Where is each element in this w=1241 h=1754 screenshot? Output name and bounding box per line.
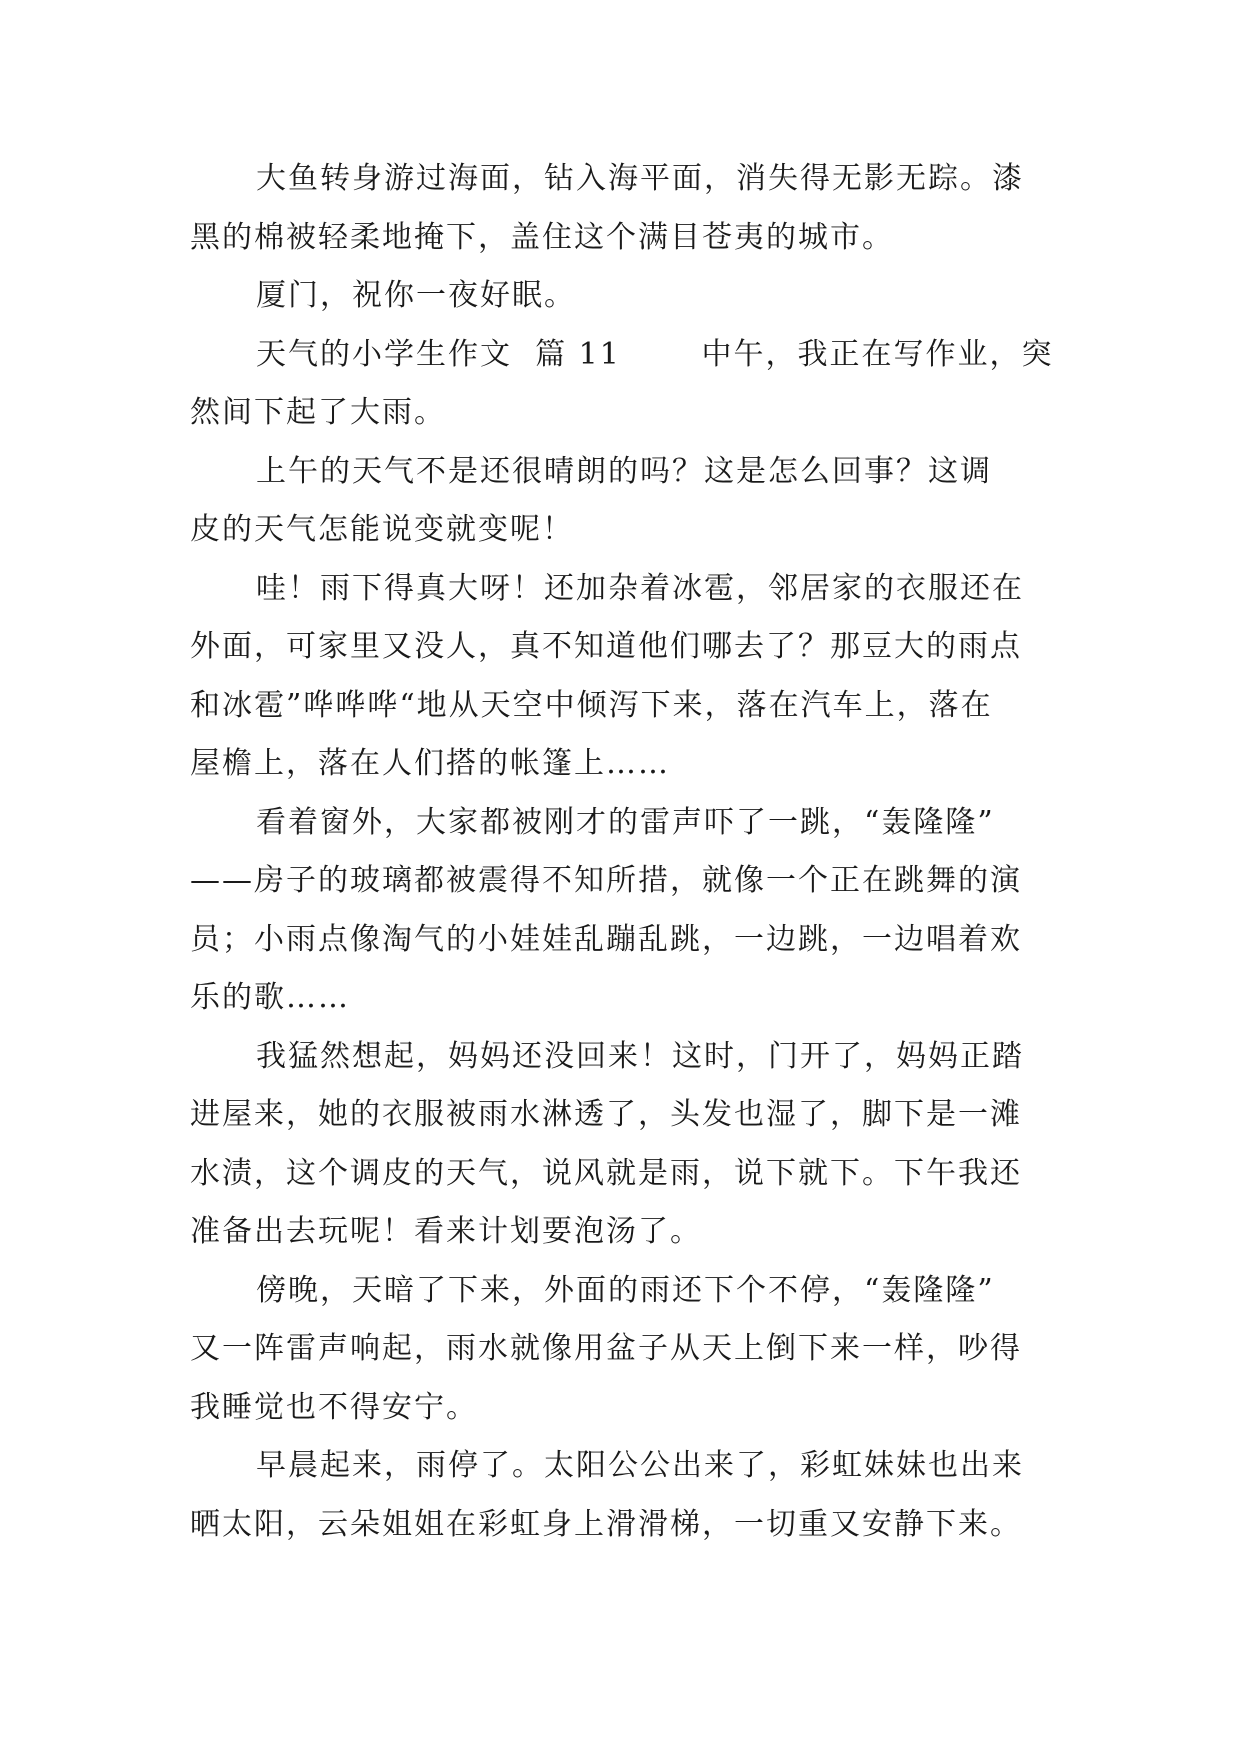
paragraph-7 xyxy=(190,1028,1070,1262)
text-line: 晒太阳，云朵姐姐在彩虹身上滑滑梯，一切重又安静下来。 xyxy=(190,1506,1022,1542)
text-line: 傍晚，天暗了下来，外面的雨还下个不停，“轰隆隆” xyxy=(256,1272,995,1308)
text-line: 又一阵雷声响起，雨水就像用盆子从天上倒下来一样，吵得 xyxy=(190,1331,1022,1366)
text-line: 屋檐上，落在人们搭的帐篷上…… xyxy=(190,746,670,781)
document-page xyxy=(190,150,1070,1554)
text-line: 员；小雨点像淘气的小娃娃乱蹦乱跳，一边跳，一边唱着欢 xyxy=(190,921,1022,957)
text-line: 天气的小学生作文 篇 11 中午，我正在写作业，突 xyxy=(256,336,1054,372)
text-line: 黑的棉被轻柔地掩下，盖住这个满目苍夷的城市。 xyxy=(190,219,894,255)
text-line: 和冰雹”哗哗哗“地从天空中倾泻下来，落在汽车上，落在 xyxy=(190,687,993,723)
text-line: 然间下起了大雨。 xyxy=(190,395,446,430)
text-line: 厦门，祝你一夜好眠。 xyxy=(256,278,576,313)
text-line: 早晨起来，雨停了。太阳公公出来了，彩虹妹妹也出来 xyxy=(256,1448,1024,1483)
text-line: 进屋来，她的衣服被雨水淋透了，头发也湿了，脚下是一滩 xyxy=(190,1097,1022,1132)
paragraph-8 xyxy=(190,1262,1070,1438)
text-line: 水渍，这个调皮的天气，说风就是雨，说下就下。下午我还 xyxy=(190,1155,1022,1191)
paragraph-1 xyxy=(190,150,1070,267)
paragraph-4 xyxy=(190,443,1070,560)
text-line: 看着窗外，大家都被刚才的雷声吓了一跳，“轰隆隆” xyxy=(256,804,995,840)
text-line: 准备出去玩呢！看来计划要泡汤了。 xyxy=(190,1214,702,1249)
paragraph-2 xyxy=(190,267,1070,326)
text-line: 乐的歌…… xyxy=(190,980,350,1015)
text-line: 外面，可家里又没人，真不知道他们哪去了？那豆大的雨点 xyxy=(190,629,1022,664)
paragraph-9 xyxy=(190,1437,1070,1554)
text-line: 大鱼转身游过海面，钻入海平面，消失得无影无踪。漆 xyxy=(256,161,1024,196)
text-line: 哇！雨下得真大呀！还加杂着冰雹，邻居家的衣服还在 xyxy=(256,570,1024,606)
text-line: 我睡觉也不得安宁。 xyxy=(190,1389,478,1425)
text-line: ——房子的玻璃都被震得不知所措，就像一个正在跳舞的演 xyxy=(190,863,1022,898)
text-line: 皮的天气怎能说变就变呢！ xyxy=(190,512,574,547)
paragraph-6 xyxy=(190,794,1070,1028)
paragraph-3 xyxy=(190,326,1070,443)
paragraph-5 xyxy=(190,560,1070,794)
text-line: 上午的天气不是还很晴朗的吗？这是怎么回事？这调 xyxy=(256,453,992,489)
text-line: 我猛然想起，妈妈还没回来！这时，门开了，妈妈正踏 xyxy=(256,1038,1024,1074)
